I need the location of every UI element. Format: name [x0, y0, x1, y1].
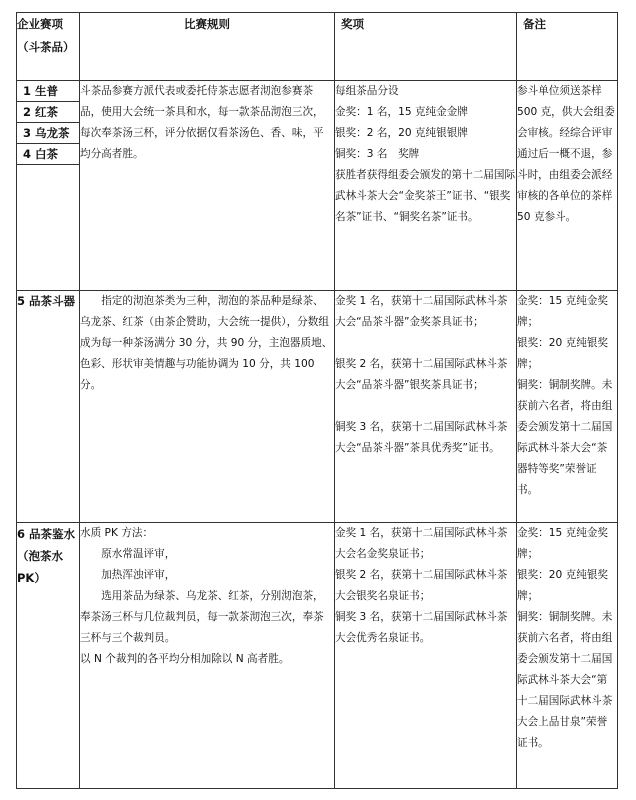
row-tea-ware — [17, 291, 618, 523]
rules-line: 选用茶品为绿茶、乌龙茶、红茶，分别沏泡茶，奉茶汤三杯与几位裁判员，每一款茶沏泡三次，奉茶三杯与三个裁判员。 — [80, 590, 324, 644]
notes-cell — [517, 523, 618, 789]
event-title: 5 品茶斗器 — [17, 294, 76, 308]
awards-cell — [335, 291, 517, 523]
awards-cell — [335, 523, 517, 789]
header-rules: 比赛规则 — [80, 13, 335, 81]
rules-cell — [80, 291, 335, 523]
row-tea-products — [17, 81, 618, 291]
rules-line: 以 N 个裁判的各平均分相加除以 N 高者胜。 — [80, 653, 290, 665]
category-item: 1 生普 — [17, 81, 79, 102]
rules-cell — [80, 523, 335, 789]
award-line: 金奖 1 名，获第十二届国际武林斗茶大会名金奖泉证书； — [335, 527, 508, 560]
award-line: 铜奖 3 名，获第十二届国际武林斗茶大会优秀名泉证书。 — [335, 611, 508, 644]
event-title-cell — [17, 291, 80, 523]
category-item: 2 红茶 — [17, 102, 79, 123]
award-line: 银奖 2 名，获第十二届国际武林斗茶大会银奖名泉证书； — [335, 569, 508, 602]
tea-category-list — [17, 81, 80, 291]
award-line: 铜奖：3 名 奖牌 — [335, 148, 420, 160]
header-awards: 奖项 — [335, 13, 517, 81]
award-line: 铜奖 3 名，获第十二届国际武林斗茶大会“品茶斗器”茶具优秀奖”证书。 — [335, 421, 508, 454]
notes-line: 铜奖：铜制奖牌。未获前六名者，将由组委会颁发第十二届国际武林斗茶大会“茶器特等奖”荣誉证书。 — [517, 379, 613, 496]
awards-cell — [335, 81, 517, 291]
event-title: 6 品茶鉴水（泡茶水 PK） — [17, 527, 76, 585]
header-row — [17, 13, 618, 81]
notes-cell — [517, 81, 618, 291]
header-event: 企业赛项（斗茶品） — [17, 13, 80, 81]
notes-line: 银奖：20 克纯银奖牌； — [517, 569, 609, 602]
rules-line: 原水常温评审， — [101, 548, 176, 560]
category-item: 3 乌龙茶 — [17, 123, 79, 144]
award-line: 获胜者获得组委会颁发的第十二届国际武林斗茶大会“金奖茶王”证书、“银奖名茶”证书、“铜奖名茶”证书。 — [335, 169, 516, 223]
notes-line: 金奖：15 克纯金奖牌； — [517, 527, 609, 560]
notes-line: 银奖：20 克纯银奖牌； — [517, 337, 609, 370]
notes-line: 金奖：15 克纯金奖牌； — [517, 295, 609, 328]
award-line: 金奖 1 名，获第十二届国际武林斗茶大会“品茶斗器”金奖茶具证书； — [335, 295, 508, 328]
rules-cell — [80, 81, 335, 291]
rules-text: 指定的沏泡茶类为三种，沏泡的茶品种是绿茶、乌龙茶、红茶（由茶企赞助，大会统一提供），分数组成为每一种茶汤满分 30 分，共 90 分，主泡器质地、色彩、形状审美情趣与功能协调为 10 分，共 100 分。 — [80, 295, 333, 391]
competition-table — [16, 12, 618, 789]
award-line: 银奖：2 名，20 克纯银银牌 — [335, 127, 468, 139]
rules-line: 水质 PK 方法： — [80, 527, 154, 539]
event-title-cell — [17, 523, 80, 789]
notes-cell — [517, 291, 618, 523]
notes-line: 铜奖：铜制奖牌。未获前六名者，将由组委会颁发第十二届国际武林斗茶大会“第十二届国际武林斗茶大会上品甘泉”荣誉证书。 — [517, 611, 613, 749]
category-item: 4 白茶 — [17, 144, 79, 165]
notes-text: 参斗单位须送茶样 500 克，供大会组委会审核。经综合评审通过后一概不退，参斗时，由组委会派经审核的各单位的茶样 50 克参斗。 — [517, 85, 615, 223]
award-line: 金奖：1 名，15 克纯金金牌 — [335, 106, 468, 118]
rules-text: 斗茶品参赛方派代表或委托侍茶志愿者沏泡参赛茶品，使用大会统一茶具和水，每一款茶品沏泡三次，每次奉茶汤三杯，评分依据仅看茶汤色、香、味，平均分高者胜。 — [80, 85, 324, 160]
rules-line: 加热浑浊评审， — [101, 569, 176, 581]
header-notes: 备注 — [517, 13, 618, 81]
award-line: 银奖 2 名，获第十二届国际武林斗茶大会“品茶斗器”银奖茶具证书； — [335, 358, 508, 391]
row-water — [17, 523, 618, 789]
award-line: 每组茶品分设 — [335, 85, 399, 97]
